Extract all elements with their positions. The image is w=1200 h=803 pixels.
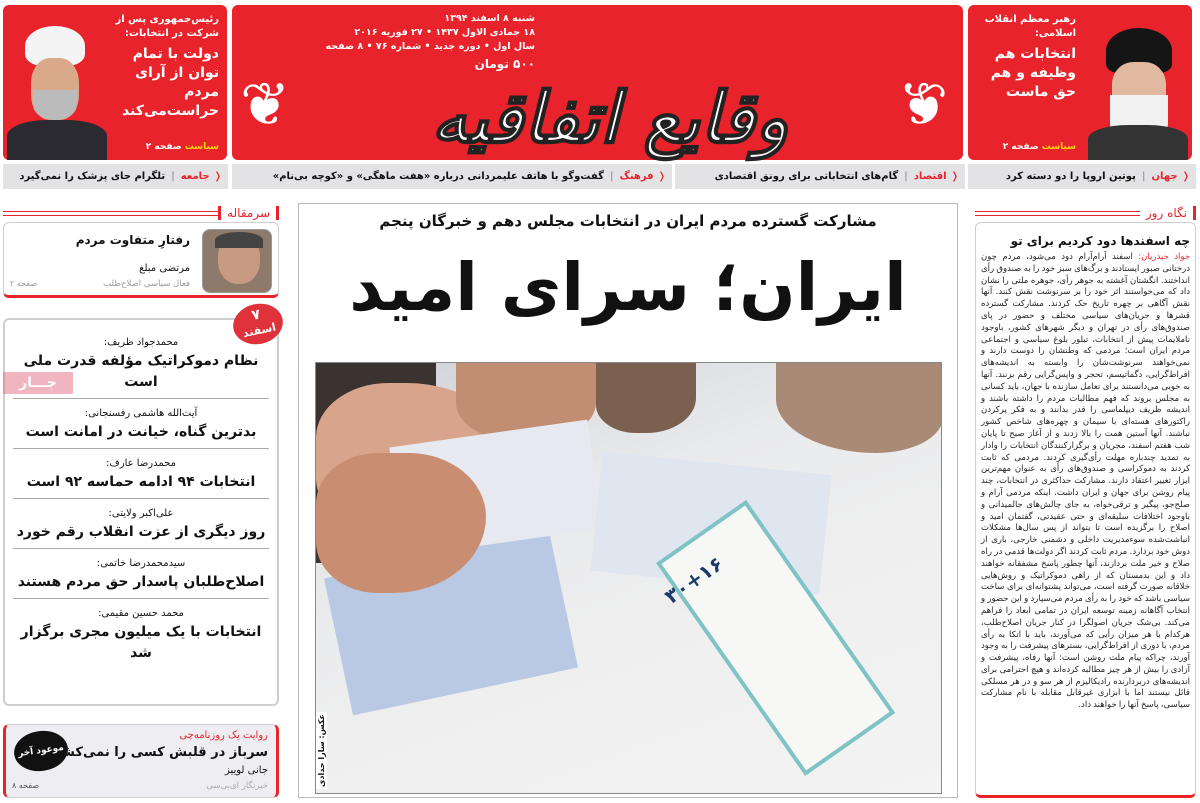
ballot-number: ۳۰+۱۶ [660,551,728,609]
column-header [975,205,1196,221]
final-promise-stamp: موعود آخر [11,727,70,774]
quote-speaker: علی‌اکبر ولایتی: [108,508,174,519]
ticker-item-economy[interactable]: ❬ اقتصاد | گام‌های انتخاباتی برای رونق اقتصادی [675,164,965,189]
main-subtitle: مشارکت گسترده مردم ایران در انتخابات مجلس دهم و خبرگان پنجم [379,212,877,230]
journalist-box[interactable] [3,724,279,798]
editorial-box[interactable] [3,222,279,298]
journalist-title: سرباز در قلبش کسی را نمی‌کشد [54,745,268,760]
ticker-item-society[interactable]: ❬ جامعه | تلگرام جای پزشک را نمی‌گیرد [3,164,228,189]
author-role: فعال سیاسی اصلاح‌طلب [103,279,190,289]
ticker-text: پوتین اروپا را دو دسته کرد [1005,171,1136,182]
quote-text: اصلاح‌طلبان پاسدار حق مردم هستند [17,574,265,590]
ref-section: سیاست [184,142,219,152]
quote-item[interactable] [13,549,269,599]
editorial-title: رفتارِ متفاوت مردم [75,233,190,247]
price: ۵۰۰ تومان [474,57,535,71]
stamp-month: اسفند [241,320,278,341]
editorial-author: مرتضی مبلغ [139,263,190,274]
right-teaser[interactable] [968,5,1192,160]
quote-speaker: محمدرضا عارف: [106,458,176,469]
ref-page: صفحه ۲ [1002,142,1039,152]
column-title: چه اسفندها دود کردیم برای تو [1010,234,1190,248]
ticker-text: گام‌های انتخاباتی برای رونق اقتصادی [714,171,899,182]
quote-text: بدترین گناه، خیانت در امانت است [25,424,257,440]
main-headline: ایران؛ سرای امید [349,249,907,326]
teaser-headline: انتخابات هم وظیفه و هم حق ماست [990,46,1076,100]
ticker-section: فرهنگ [619,171,654,182]
quote-item[interactable] [13,499,269,549]
quote-text: روز دیگری از عزت انقلاب رقم خورد [16,524,266,540]
quote-text: انتخابات با یک میلیون مجری برگزار شد [20,624,262,661]
editorial-header [3,205,279,221]
ref-page: صفحه ۲ [145,142,182,152]
journalist-author: جانی لوییز [224,765,268,776]
ticker-section: اقتصاد [913,171,947,182]
issue-info [325,12,535,71]
teaser-kicker: رهبر معظم انقلاب اسلامی: [984,14,1076,39]
author-photo [202,229,272,293]
watermark-logo: جـــار [3,372,73,394]
teaser-kicker: رئیس‌جمهوری پس از شرکت در انتخابات: [115,14,219,39]
journalist-kicker: روایت یک روزنامه‌چی [179,730,268,741]
main-story[interactable] [298,203,958,798]
section-label: سرمقاله [218,206,279,220]
column-body: اسفند آرام‌آرام دود می‌شود، مردم چون درختانی صبور ایستادند و برگ‌های سبز خود را به صندوق رأی انداختند. انگشتان آغشته به جوهر رأی، جوهره ملتی را نشان داد که می‌خواستند اثر خود را بر سرنوشت نقش کنند. آنها نقش آگاهی بر چهره تاریخ حک کردند. مشارکت گسترده قشرها و جریان‌های سیاسی مختلف و حضور در پای صندوق‌های رأی در تهران و دیگر شهرهای کشور، باوجود ناملایمات پیش از انتخابات، تبلور بلوغ سیاسی و اجتماعی مردم ایران است؛ مردمی که وطنشان را دوست دارند و نمی‌خواهند سرنوشت‌شان را وابسته به اندیشه‌های افراط‌گرایی، دگماتیسم، تحجر و واپس‌گرایی رقم بزنند. آنها به خوبی می‌دانستند برای تعامل سازنده با جهان، باید کسانی به مجلس بروند که فهم مطالبات مردم را داشته باشند و اندیشه ظریف دیپلماسی را قدر بدانند و به فکر پرکردن راکتورهای هسته‌ای با سیمان و چهره‌های شاخص کشور نباشند. آنها آستین همت را بالا زدند و از آغاز صبح تا پایان شب هفتم اسفند، مجریان و برگزارکنندگان انتخابات را وادار به تمدید چندباره مهلت رأی‌گیری کردند. مردمی که ثابت کردند به دموکراسی و صندوق‌های رأی به عنوان مهم‌ترین ابزار تغییر اعتقاد دارند. مشارکت حداکثری در انتخابات، چند پیام روشن برای جهان و ایران داشت. اینکه مردمی آرام و صلح‌جو، پیگیر و ترقی‌خواه، به جای چالش‌های جالمیدانی و باوجود اختلافات سلیقه‌ای و حتی عقیدتی، گفتمان امید و اصلاح را برگزیده است تا بتواند از پس سال‌ها مشکلات انباشت‌شده سوءمدیریت داخلی و دشمنی خارجی، باری از دوش خود بردارد. مردم ثابت کردند اگر دولت‌ها قدمی در راه صلاح و خیر ملت بردارند، آنها چطور پاسخ مشفقانه خواهند داد و این بدمستان که از راهی دموکراتیک و روش‌هایی خلاقانه صورت گرفته است، می‌تواند پشتوانه‌ای برای ساخت سیاسی باشد که خود را به رأی مردم می‌سپارد و این حضور و انتخاب آگاهانه زمینه توسعه ایران در تمامی ابعاد را فراهم می‌کند. بی‌شک جریان اصولگرا در کنار جریان اصلاح‌طلب، هرکدام با هر میزان رأیی که می‌آورند، باید با اتکا به رأی مردم، با دوری از افراط‌گرایی، بسترهای پیشرفت را به وجود آورند، چراکه پیام ملت روشن است: آنها رفاه، پیشرفت و آزادی را بیش از هر چیز مطالبه کرده‌اند و هیچ احترامی برای اندیشه‌های دربردارنده رادیکالیزم از هر سو و در هر مسلکی قائل نیستند اما با ابزاری غیرقابل مقابله با نام مشارکت سیاسی، پاسخ آنها را خواهند داد. [981,252,1190,711]
laurel-right-icon: ❦ [898,70,949,140]
ticker-section: جامعه [180,171,210,182]
quote-speaker: سیدمحمدرضا خاتمی: [96,558,186,569]
voting-photo [315,362,942,794]
ticker-section: جهان [1151,171,1178,182]
quote-speaker: آیت‌الله هاشمی رفسنجانی: [84,408,198,419]
laurel-left-icon: ❦ [240,70,291,140]
quote-item[interactable] [13,399,269,449]
newspaper-logo[interactable]: وقایع اتفاقیه [431,76,789,159]
date-persian: شنبه ۸ اسفند ۱۳۹۴ [444,13,535,24]
ticker-text: تلگرام جای پزشک را نمی‌گیرد [19,171,166,182]
quote-text: انتخابات ۹۴ ادامه حماسه ۹۲ است [26,474,256,490]
photo-credit: عکس: سارا حدادی [317,714,326,787]
page-ref: صفحه ۲ [10,279,38,288]
column-author: جواد حیدریان: [1138,252,1190,262]
quote-speaker: محمدجواد ظریف: [103,337,179,348]
ticker-item-culture[interactable]: ❬ فرهنگ | گفت‌وگو با هاتف علیمردانی درباره «هفت ماهگی» و «کوچه بی‌نام» [232,164,672,189]
quote-speaker: محمد حسین مقیمی: [98,608,184,619]
author-role: خبرنگار ای‌بی‌سی [206,781,268,791]
quote-text: نظام دموکراتیک مؤلفه قدرت ملی است [23,353,259,390]
president-photo [7,20,107,160]
date-hijri-gregorian: ۱۸ جمادی الاول ۱۴۳۷ • ۲۷ فوریه ۲۰۱۶ [354,27,535,38]
stamp-day: ۷ [250,306,262,324]
issue-number: سال اول • دوره جدید • شماره ۷۶ • ۸ صفحه [325,41,535,52]
quote-item[interactable] [13,449,269,499]
left-teaser[interactable] [3,5,227,160]
ticker-item-world[interactable]: ❬ جهان | پوتین اروپا را دو دسته کرد [968,164,1196,189]
leader-photo [1088,20,1188,160]
column-article[interactable] [975,222,1196,798]
page-ref: صفحه ۸ [12,781,40,790]
ticker-text: گفت‌وگو با هاتف علیمردانی درباره «هفت ماهگی» و «کوچه بی‌نام» [272,171,604,182]
teaser-headline: دولت با تمام توان از آرای مردم حراست‌می‌کند [122,46,219,119]
page-ref [146,142,219,152]
ref-section: سیاست [1041,142,1076,152]
quote-item[interactable] [13,599,269,669]
section-label: نگاه روز [1140,206,1196,220]
page-ref [1003,142,1076,152]
